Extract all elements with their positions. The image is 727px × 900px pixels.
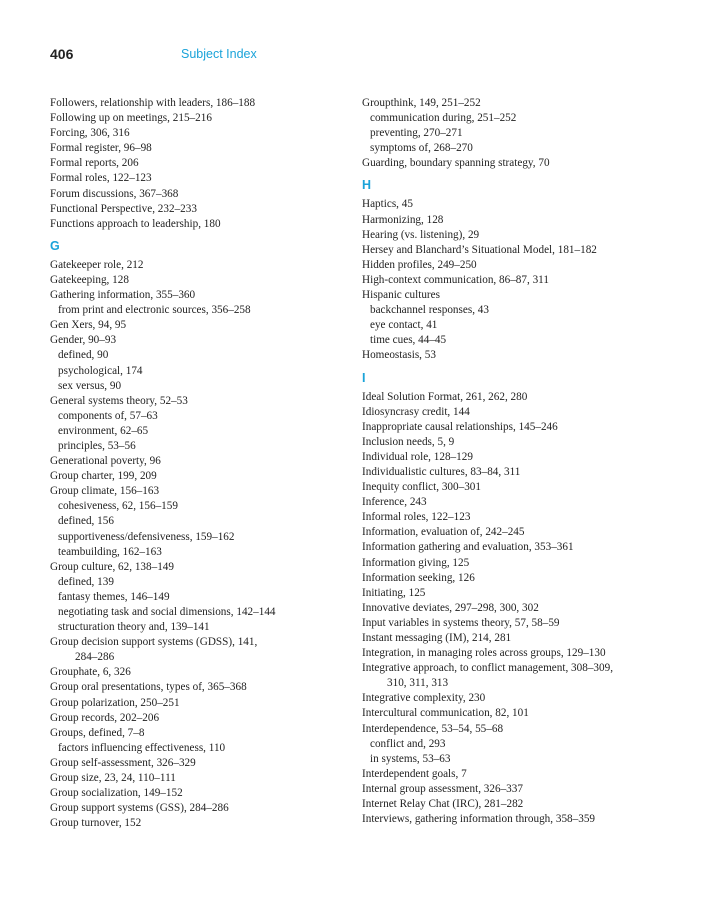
index-entry: Inclusion needs, 5, 9: [362, 435, 455, 448]
index-entry: Inequity conflict, 300–301: [362, 481, 481, 494]
index-subentry: from print and electronic sources, 356–258: [58, 304, 251, 317]
index-entry: Hearing (vs. listening), 29: [362, 228, 480, 241]
index-subentry: structuration theory and, 139–141: [58, 621, 210, 634]
index-entry: Interviews, gathering information through, 358–359: [362, 813, 596, 826]
index-subentry: eye contact, 41: [370, 319, 438, 332]
index-entry: Intercultural communication, 82, 101: [362, 707, 529, 720]
index-entry: Individualistic cultures, 83–84, 311: [362, 465, 521, 478]
index-subentry: in systems, 53–63: [370, 752, 451, 765]
index-subentry: teambuilding, 162–163: [58, 545, 162, 558]
index-entry: Inappropriate causal relationships, 145–246: [362, 420, 558, 433]
index-subentry: environment, 62–65: [58, 424, 149, 437]
index-subentry: principles, 53–56: [58, 439, 136, 452]
index-entry: Information gathering and evaluation, 353–361: [362, 541, 574, 554]
index-subentry: supportiveness/defensiveness, 159–162: [58, 530, 235, 543]
index-entry: Formal roles, 122–123: [50, 172, 152, 185]
index-entry: Functions approach to leadership, 180: [50, 217, 221, 230]
index-entry: Group socialization, 149–152: [50, 787, 183, 800]
index-entry-continuation: 284–286: [75, 651, 115, 664]
index-entry: Innovative deviates, 297–298, 300, 302: [362, 601, 539, 614]
left-column: [50, 96, 340, 831]
index-entry: Groupthink, 149, 251–252: [362, 97, 481, 109]
running-head: Subject Index: [181, 47, 257, 61]
index-entry: Integrative approach, to conflict management, 308–309,: [362, 662, 614, 675]
index-entry: Hersey and Blanchard’s Situational Model, 181–182: [362, 243, 597, 256]
index-entry: Idiosyncrasy credit, 144: [362, 405, 470, 418]
index-subentry: preventing, 270–271: [370, 127, 463, 140]
index-entry: Group charter, 199, 209: [50, 470, 157, 483]
section-letter-i: I: [362, 370, 366, 385]
index-entry: Formal register, 96–98: [50, 142, 152, 155]
index-entry: Group self-assessment, 326–329: [50, 756, 196, 769]
index-subentry: factors influencing effectiveness, 110: [58, 741, 226, 754]
index-entry: Individual role, 128–129: [362, 450, 473, 463]
index-entry: Functional Perspective, 232–233: [50, 202, 197, 215]
index-entry: Groups, defined, 7–8: [50, 726, 145, 739]
index-entry: Homeostasis, 53: [362, 349, 436, 362]
index-subentry: cohesiveness, 62, 156–159: [58, 500, 178, 513]
index-entry: Haptics, 45: [362, 198, 413, 211]
section-letter-h: H: [362, 178, 372, 193]
index-entry: Harmonizing, 128: [362, 213, 444, 226]
index-subentry: defined, 90: [58, 349, 109, 362]
index-entry: Generational poverty, 96: [50, 455, 161, 468]
index-entry: Internal group assessment, 326–337: [362, 782, 523, 795]
index-entry: Information, evaluation of, 242–245: [362, 526, 525, 539]
right-column: [362, 96, 682, 827]
index-entry: Input variables in systems theory, 57, 58–59: [362, 616, 560, 629]
index-entry: Hidden profiles, 249–250: [362, 258, 477, 271]
index-entry: Information seeking, 126: [362, 571, 475, 584]
index-entry: High-context communication, 86–87, 311: [362, 273, 549, 286]
index-entry: Group turnover, 152: [50, 817, 142, 830]
index-entry: Followers, relationship with leaders, 186–188: [50, 97, 256, 109]
index-subentry: psychological, 174: [58, 364, 143, 377]
index-entry: Group records, 202–206: [50, 711, 160, 724]
index-entry: Group oral presentations, types of, 365–368: [50, 681, 247, 694]
index-entry: Gen Xers, 94, 95: [50, 319, 127, 332]
index-entry: Grouphate, 6, 326: [50, 666, 131, 679]
index-subentry: communication during, 251–252: [370, 112, 517, 125]
index-entry: Guarding, boundary spanning strategy, 70: [362, 157, 550, 170]
index-entry: Information giving, 125: [362, 556, 470, 569]
index-entry: Group climate, 156–163: [50, 485, 160, 498]
index-entry: Integration, in managing roles across groups, 129–130: [362, 647, 606, 660]
index-entry: Instant messaging (IM), 214, 281: [362, 632, 512, 644]
index-entry: Initiating, 125: [362, 586, 426, 599]
index-entry: Group support systems (GSS), 284–286: [50, 802, 229, 815]
index-entry: Following up on meetings, 215–216: [50, 112, 212, 125]
index-entry: Interdependent goals, 7: [362, 767, 467, 780]
index-entry: General systems theory, 52–53: [50, 394, 188, 407]
index-entry: Gathering information, 355–360: [50, 289, 196, 302]
index-subentry: defined, 139: [58, 575, 114, 588]
index-entry: Inference, 243: [362, 496, 427, 509]
index-entry: Group culture, 62, 138–149: [50, 560, 174, 573]
index-entry: Group polarization, 250–251: [50, 696, 180, 709]
page-number: 406: [50, 46, 74, 62]
index-subentry: sex versus, 90: [58, 379, 122, 392]
index-subentry: time cues, 44–45: [370, 334, 447, 347]
index-entry: Interdependence, 53–54, 55–68: [362, 722, 504, 735]
index-entry: Gatekeeping, 128: [50, 273, 129, 286]
index-subentry: symptoms of, 268–270: [370, 142, 473, 155]
index-entry: Forcing, 306, 316: [50, 127, 130, 140]
index-entry: Informal roles, 122–123: [362, 511, 471, 524]
index-subentry: defined, 156: [58, 515, 114, 528]
index-subentry: negotiating task and social dimensions, 142–144: [58, 606, 276, 618]
section-letter-g: G: [50, 238, 60, 253]
index-entry: Gatekeeper role, 212: [50, 258, 144, 271]
index-subentry: components of, 57–63: [58, 409, 158, 422]
index-subentry: conflict and, 293: [370, 737, 446, 750]
index-entry: Internet Relay Chat (IRC), 281–282: [362, 798, 524, 811]
index-entry: Group size, 23, 24, 110–111: [50, 772, 176, 785]
index-entry-continuation: 310, 311, 313: [387, 677, 449, 690]
index-subentry: fantasy themes, 146–149: [58, 590, 170, 603]
index-entry: Forum discussions, 367–368: [50, 187, 179, 200]
index-entry: Ideal Solution Format, 261, 262, 280: [362, 390, 528, 403]
index-entry: Group decision support systems (GDSS), 141,: [50, 636, 258, 649]
index-entry: Gender, 90–93: [50, 334, 117, 347]
index-entry: Formal reports, 206: [50, 157, 139, 170]
index-subentry: backchannel responses, 43: [370, 304, 489, 317]
index-entry: Integrative complexity, 230: [362, 692, 486, 705]
index-entry: Hispanic cultures: [362, 289, 440, 302]
